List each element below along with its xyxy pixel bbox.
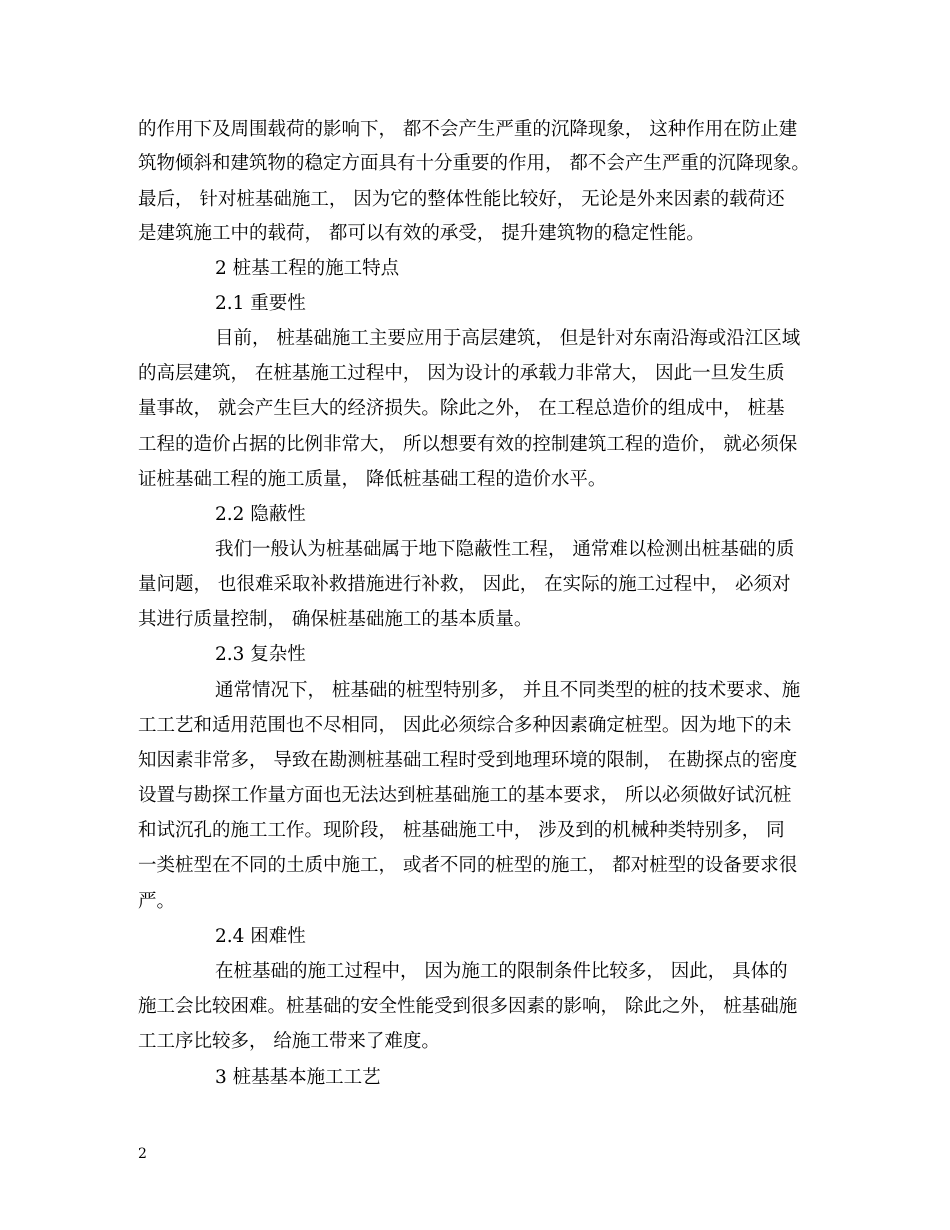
paragraph-line: 在桩基础的施工过程中， 因为施工的限制条件比较多， 因此， 具体的 [215,961,788,982]
paragraph-line: 工程的造价占据的比例非常大， 所以想要有效的控制建筑工程的造价， 就必须保 [138,434,798,455]
paragraph-line: 设置与勘探工作量方面也无法达到桩基础施工的基本要求， 所以必须做好试沉桩 [138,785,792,806]
subsection-heading: 2.1 重要性 [215,293,306,314]
paragraph-line: 一类桩型在不同的土质中施工， 或者不同的桩型的施工， 都对桩型的设备要求很 [138,855,798,876]
paragraph-line: 筑物倾斜和建筑物的稳定方面具有十分重要的作用， 都不会产生严重的沉降现象。 [138,153,810,174]
paragraph-line: 量事故， 就会产生巨大的经济损失。除此之外， 在工程总造价的组成中， 桩基 [138,398,785,419]
paragraph-line: 目前， 桩基础施工主要应用于高层建筑， 但是针对东南沿海或沿江区域 [215,328,801,349]
paragraph-line: 施工会比较困难。桩基础的安全性能受到很多因素的影响， 除此之外， 桩基础施 [138,996,798,1017]
paragraph-line: 证桩基础工程的施工质量， 降低桩基础工程的造价水平。 [138,469,607,490]
paragraph-line: 是建筑施工中的载荷， 都可以有效的承受， 提升建筑物的稳定性能。 [138,223,705,244]
subsection-heading: 2.2 隐蔽性 [215,504,306,525]
section-heading: 2 桩基工程的施工特点 [215,258,400,279]
paragraph-line: 我们一般认为桩基础属于地下隐蔽性工程， 通常难以检测出桩基础的质 [215,539,795,560]
paragraph-line: 工工艺和适用范围也不尽相同， 因此必须综合多种因素确定桩型。因为地下的未 [138,715,792,736]
paragraph-line: 其进行质量控制， 确保桩基础施工的基本质量。 [138,609,533,630]
paragraph-line: 工工序比较多， 给施工带来了难度。 [138,1031,440,1052]
paragraph-line: 和试沉孔的施工工作。现阶段， 桩基础施工中， 涉及到的机械种类特别多， 同 [138,820,785,841]
page-number: 2 [138,1146,147,1162]
paragraph-line: 的作用下及周围载荷的影响下， 都不会产生严重的沉降现象， 这种作用在防止建 [138,119,798,140]
paragraph-line: 最后， 针对桩基础施工， 因为它的整体性能比较好， 无论是外来因素的载荷还 [138,189,785,210]
paragraph-line: 的高层建筑， 在桩基施工过程中， 因为设计的承载力非常大， 因此一旦发生质 [138,363,785,384]
paragraph-line: 通常情况下， 桩基础的桩型特别多， 并且不同类型的桩的技术要求、施 [215,680,801,701]
subsection-heading: 2.3 复杂性 [215,644,306,665]
paragraph-line: 量问题， 也很难采取补救措施进行补救， 因此， 在实际的施工过程中， 必须对 [138,574,791,595]
paragraph-line: 严。 [138,891,176,912]
paragraph-line: 知因素非常多， 导致在勘测桩基础工程时受到地理环境的限制， 在勘探点的密度 [138,750,798,771]
section-heading: 3 桩基基本施工工艺 [215,1067,381,1088]
subsection-heading: 2.4 困难性 [215,926,306,947]
